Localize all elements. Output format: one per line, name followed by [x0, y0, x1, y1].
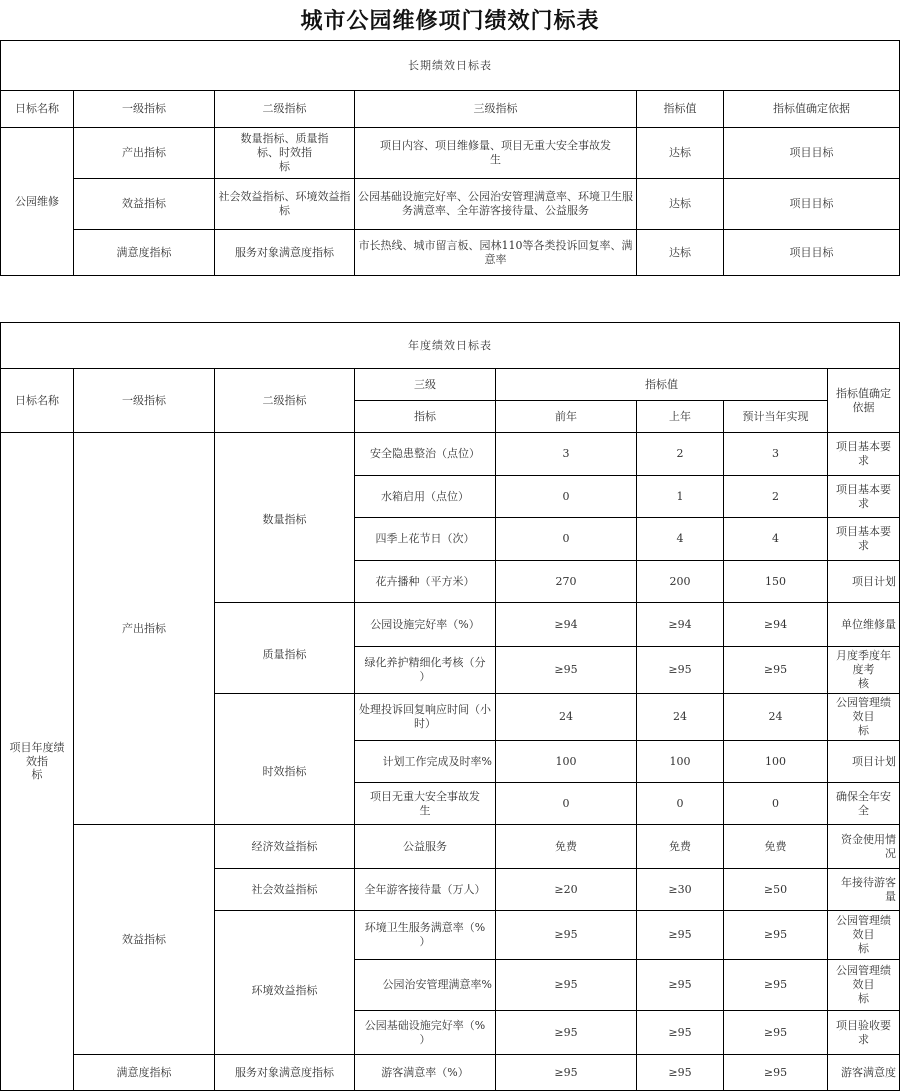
- header-level3: 三级指标: [355, 91, 637, 128]
- level1-benefit: 效益指标: [74, 825, 215, 1055]
- prev-year-value: ≥95: [496, 647, 637, 694]
- indicator-cell: 公园基础设施完好率（% ）: [355, 1011, 496, 1055]
- last-year-value: ≥95: [637, 911, 724, 960]
- header-target-name: 日标名称: [1, 91, 74, 128]
- level2-quantity: 数量指标: [215, 433, 355, 603]
- header-basis: 指标值确定 依据: [828, 369, 900, 433]
- level1-output: 产出指标: [74, 433, 215, 825]
- current-year-value: 0: [724, 783, 828, 825]
- prev-year-value: ≥95: [496, 911, 637, 960]
- prev-year-value: 3: [496, 433, 637, 476]
- current-year-value: 免费: [724, 825, 828, 869]
- lt-level3: 项目内容、项目维修量、项目无重大安全事故发 生: [355, 128, 637, 179]
- level2-social: 社会效益指标: [215, 869, 355, 911]
- indicator-cell: 计划工作完成及时率%: [355, 741, 496, 783]
- last-year-value: 24: [637, 694, 724, 741]
- lt-basis: 项目目标: [724, 128, 900, 179]
- last-year-value: 免费: [637, 825, 724, 869]
- prev-year-value: 270: [496, 561, 637, 603]
- page-title: 城市公园维修项门绩效门标表: [300, 8, 600, 34]
- basis-cell: 项目验收要 求: [828, 1011, 900, 1055]
- header-value: 指标值: [496, 369, 828, 401]
- current-year-value: 3: [724, 433, 828, 476]
- current-year-value: ≥94: [724, 603, 828, 647]
- annual-target-table: [0, 322, 900, 1091]
- header-prev-year: 前年: [496, 401, 637, 433]
- current-year-value: ≥95: [724, 960, 828, 1011]
- basis-cell: 公园管理绩 效目 标: [828, 960, 900, 1011]
- level2-economic: 经济效益指标: [215, 825, 355, 869]
- prev-year-value: 0: [496, 783, 637, 825]
- level2-service-satisfaction: 服务对象满意度指标: [215, 1055, 355, 1091]
- annual-banner: 年度绩效日标表: [1, 323, 900, 369]
- header-basis: 指标值确定依据: [724, 91, 900, 128]
- current-year-value: ≥50: [724, 869, 828, 911]
- last-year-value: 2: [637, 433, 724, 476]
- indicator-cell: 游客满意率（%）: [355, 1055, 496, 1091]
- last-year-value: 1: [637, 476, 724, 518]
- current-year-value: ≥95: [724, 647, 828, 694]
- lt-value: 达标: [637, 230, 724, 276]
- level2-environmental: 环境效益指标: [215, 911, 355, 1055]
- lt-level3: 公园基础设施完好率、公园治安管理满意率、环境卫生服务满意率、全年游客接待量、公益服务: [355, 179, 637, 230]
- indicator-cell: 水箱启用（点位）: [355, 476, 496, 518]
- current-year-value: 2: [724, 476, 828, 518]
- level2-quality: 质量指标: [215, 603, 355, 694]
- lt-level3: 市长热线、城市留言板、园林110等各类投诉回复率、满意率: [355, 230, 637, 276]
- level1-satisfaction: 满意度指标: [74, 1055, 215, 1091]
- indicator-cell: 公益服务: [355, 825, 496, 869]
- lt-level2: 社会效益指标、环境效益指标: [215, 179, 355, 230]
- current-year-value: 24: [724, 694, 828, 741]
- indicator-cell: 环境卫生服务满意率（% ）: [355, 911, 496, 960]
- last-year-value: ≥95: [637, 1055, 724, 1091]
- indicator-cell: 处理投诉回复响应时间（小 时）: [355, 694, 496, 741]
- prev-year-value: ≥94: [496, 603, 637, 647]
- indicator-cell: 四季上花节日（次）: [355, 518, 496, 561]
- current-year-value: 4: [724, 518, 828, 561]
- basis-cell: 项目基本要 求: [828, 433, 900, 476]
- annual-target-name: 项目年度绩 效指 标: [1, 433, 74, 1091]
- prev-year-value: 免费: [496, 825, 637, 869]
- basis-cell: 项目基本要 求: [828, 476, 900, 518]
- basis-cell: 项目计划: [828, 561, 900, 603]
- indicator-cell: 安全隐患整治（点位）: [355, 433, 496, 476]
- last-year-value: 4: [637, 518, 724, 561]
- basis-cell: 资金使用情 况: [828, 825, 900, 869]
- indicator-cell: 绿化养护精细化考核（分 ）: [355, 647, 496, 694]
- indicator-cell: 公园治安管理满意率%: [355, 960, 496, 1011]
- current-year-value: ≥95: [724, 1055, 828, 1091]
- header-last-year: 上年: [637, 401, 724, 433]
- lt-basis: 项目目标: [724, 230, 900, 276]
- header-level3-bottom: 指标: [355, 401, 496, 433]
- basis-cell: 项目计划: [828, 741, 900, 783]
- last-year-value: ≥95: [637, 1011, 724, 1055]
- header-level3-top: 三级: [355, 369, 496, 401]
- indicator-cell: 公园设施完好率（%）: [355, 603, 496, 647]
- lt-level1: 产出指标: [74, 128, 215, 179]
- indicator-cell: 全年游客接待量（万人）: [355, 869, 496, 911]
- last-year-value: 200: [637, 561, 724, 603]
- header-level1: 一级指标: [74, 369, 215, 433]
- basis-cell: 公园管理绩 效目 标: [828, 911, 900, 960]
- long-term-target-table: [0, 40, 900, 276]
- last-year-value: ≥30: [637, 869, 724, 911]
- level2-timeliness: 时效指标: [215, 694, 355, 825]
- prev-year-value: ≥95: [496, 1055, 637, 1091]
- basis-cell: 公园管理绩 效目 标: [828, 694, 900, 741]
- current-year-value: ≥95: [724, 911, 828, 960]
- header-value: 指标值: [637, 91, 724, 128]
- lt-level2: 服务对象满意度指标: [215, 230, 355, 276]
- last-year-value: ≥94: [637, 603, 724, 647]
- header-level1: 一级指标: [74, 91, 215, 128]
- basis-cell: 项目基本要 求: [828, 518, 900, 561]
- long-term-banner: 长期绩效日标表: [1, 41, 900, 91]
- indicator-cell: 花卉播种（平方米）: [355, 561, 496, 603]
- header-level2: 二级指标: [215, 91, 355, 128]
- lt-value: 达标: [637, 128, 724, 179]
- lt-level2: 数量指标、质量指 标、时效指 标: [215, 128, 355, 179]
- basis-cell: 确保全年安全: [828, 783, 900, 825]
- lt-level1: 满意度指标: [74, 230, 215, 276]
- basis-cell: 单位维修量: [828, 603, 900, 647]
- prev-year-value: 24: [496, 694, 637, 741]
- prev-year-value: 0: [496, 518, 637, 561]
- lt-value: 达标: [637, 179, 724, 230]
- prev-year-value: ≥95: [496, 960, 637, 1011]
- lt-basis: 项目目标: [724, 179, 900, 230]
- current-year-value: 150: [724, 561, 828, 603]
- prev-year-value: ≥20: [496, 869, 637, 911]
- prev-year-value: ≥95: [496, 1011, 637, 1055]
- lt-level1: 效益指标: [74, 179, 215, 230]
- header-level2: 二级指标: [215, 369, 355, 433]
- last-year-value: 0: [637, 783, 724, 825]
- long-term-target-name: 公园维修: [1, 128, 74, 276]
- prev-year-value: 100: [496, 741, 637, 783]
- last-year-value: ≥95: [637, 960, 724, 1011]
- prev-year-value: 0: [496, 476, 637, 518]
- basis-cell: 游客满意度: [828, 1055, 900, 1091]
- basis-cell: 年接待游客量: [828, 869, 900, 911]
- current-year-value: 100: [724, 741, 828, 783]
- header-current-year: 预计当年实现: [724, 401, 828, 433]
- current-year-value: ≥95: [724, 1011, 828, 1055]
- last-year-value: ≥95: [637, 647, 724, 694]
- indicator-cell: 项目无重大安全事故发 生: [355, 783, 496, 825]
- last-year-value: 100: [637, 741, 724, 783]
- header-target-name: 日标名称: [1, 369, 74, 433]
- basis-cell: 月度季度年 度考 核: [828, 647, 900, 694]
